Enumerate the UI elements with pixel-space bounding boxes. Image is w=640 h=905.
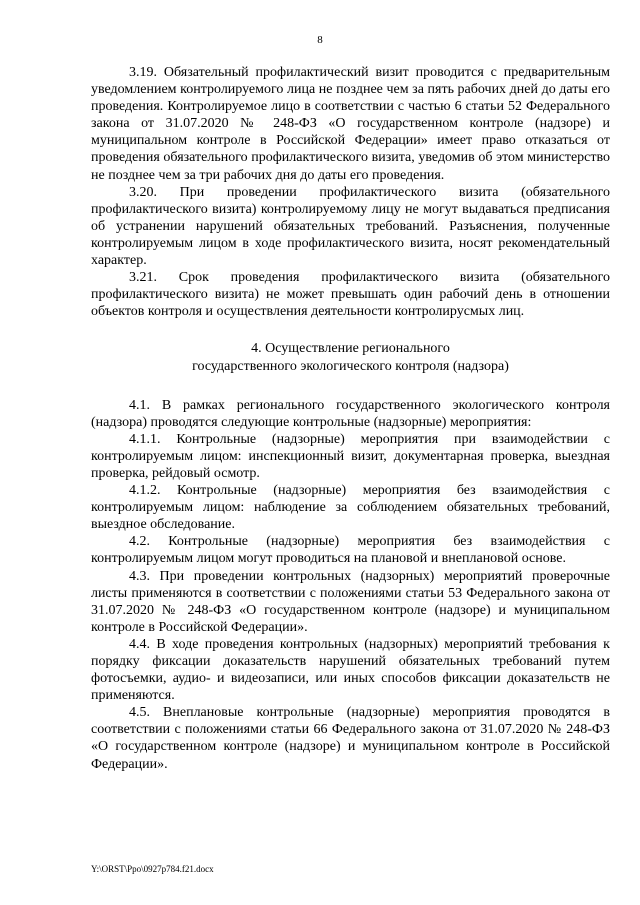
section-heading-line-2: государственного экологического контроля (надзора)	[192, 358, 509, 374]
paragraph-4-1-2: 4.1.2. Контрольные (надзорные) мероприятия без взаимодействия с контролируемым лицом: наблюдение за соблюдением обязательных требований, выездное обследование.	[91, 483, 610, 533]
paragraph-4-1-1: 4.1.1. Контрольные (надзорные) мероприятия при взаимодействии с контролируемым лицом: инспекционный визит, документарная проверка, выездная проверка, рейдовый осмотр.	[91, 431, 610, 481]
section-heading-line-1: 4. Осуществление регионального	[251, 341, 450, 357]
paragraph-3-21: 3.21. Срок проведения профилактического визита (обязательного профилактического визита) не может превышать один рабочий день в отношении объектов контроля и осуществления деятельности контролирусмых лиц.	[91, 270, 610, 320]
document-body	[91, 64, 610, 773]
paragraph-4-4: 4.4. В ходе проведения контрольных (надзорных) мероприятий требования к порядку фиксации доказательств нарушений обязательных требований путем фотосъемки, аудио- и видеозаписи, или иных способов фиксации доказательств не применяются.	[91, 636, 610, 704]
paragraph-4-5: 4.5. Внеплановые контрольные (надзорные) мероприятия проводятся в соответствии с положениями статьи 66 Федерального закона от 31.07.2020 № 248-ФЗ «О государственном контроле (надзоре) и муниципальном контроле в Российской Федерации».	[91, 705, 610, 772]
paragraph-4-1: 4.1. В рамках регионального государственного экологического контроля (надзора) проводятся следующие контрольные (надзорные) мероприятия:	[91, 397, 610, 430]
page-number: 8	[317, 34, 323, 46]
paragraph-4-2: 4.2. Контрольные (надзорные) мероприятия без взаимодействия с контролируемым лицом могут проводиться на плановой и внеплановой основе.	[91, 534, 610, 567]
paragraph-4-3: 4.3. При проведении контрольных (надзорных) мероприятий проверочные листы применяются в соответствии с положениями статьи 53 Федерального закона от 31.07.2020 № 248-ФЗ «О государственном контроле (надзоре) и муниципальном контроле в Российской Федерации».	[91, 568, 610, 635]
footer-file-path: Y:\ORST\Ppo\0927p784.f21.docx	[91, 864, 214, 874]
paragraph-3-20: 3.20. При проведении профилактического визита (обязательного профилактического визита) контролируемому лицу не могут выдаваться предписания об устранении нарушений обязательных требований. Разъяснения, полученные контролируемым лицом в ходе профилактического визита, носят рекомендательный характер.	[91, 184, 610, 269]
section-4-heading	[91, 340, 610, 374]
paragraph-3-19: 3.19. Обязательный профилактический визит проводится с предварительным уведомлением контролируемого лица не позднее чем за пять рабочих дней до даты его проведения. Контролируемое лицо в соответствии с частью 6 статьи 52 Федерального закона от 31.07.2020 № 248-ФЗ «О государственном контроле (надзоре) и муниципальном контроле в Российской Федерации» имеет право отказаться от проведения обязательного профилактического визита, уведомив об этом министерство не позднее чем за три рабочих дня до даты его проведения.	[91, 65, 610, 183]
